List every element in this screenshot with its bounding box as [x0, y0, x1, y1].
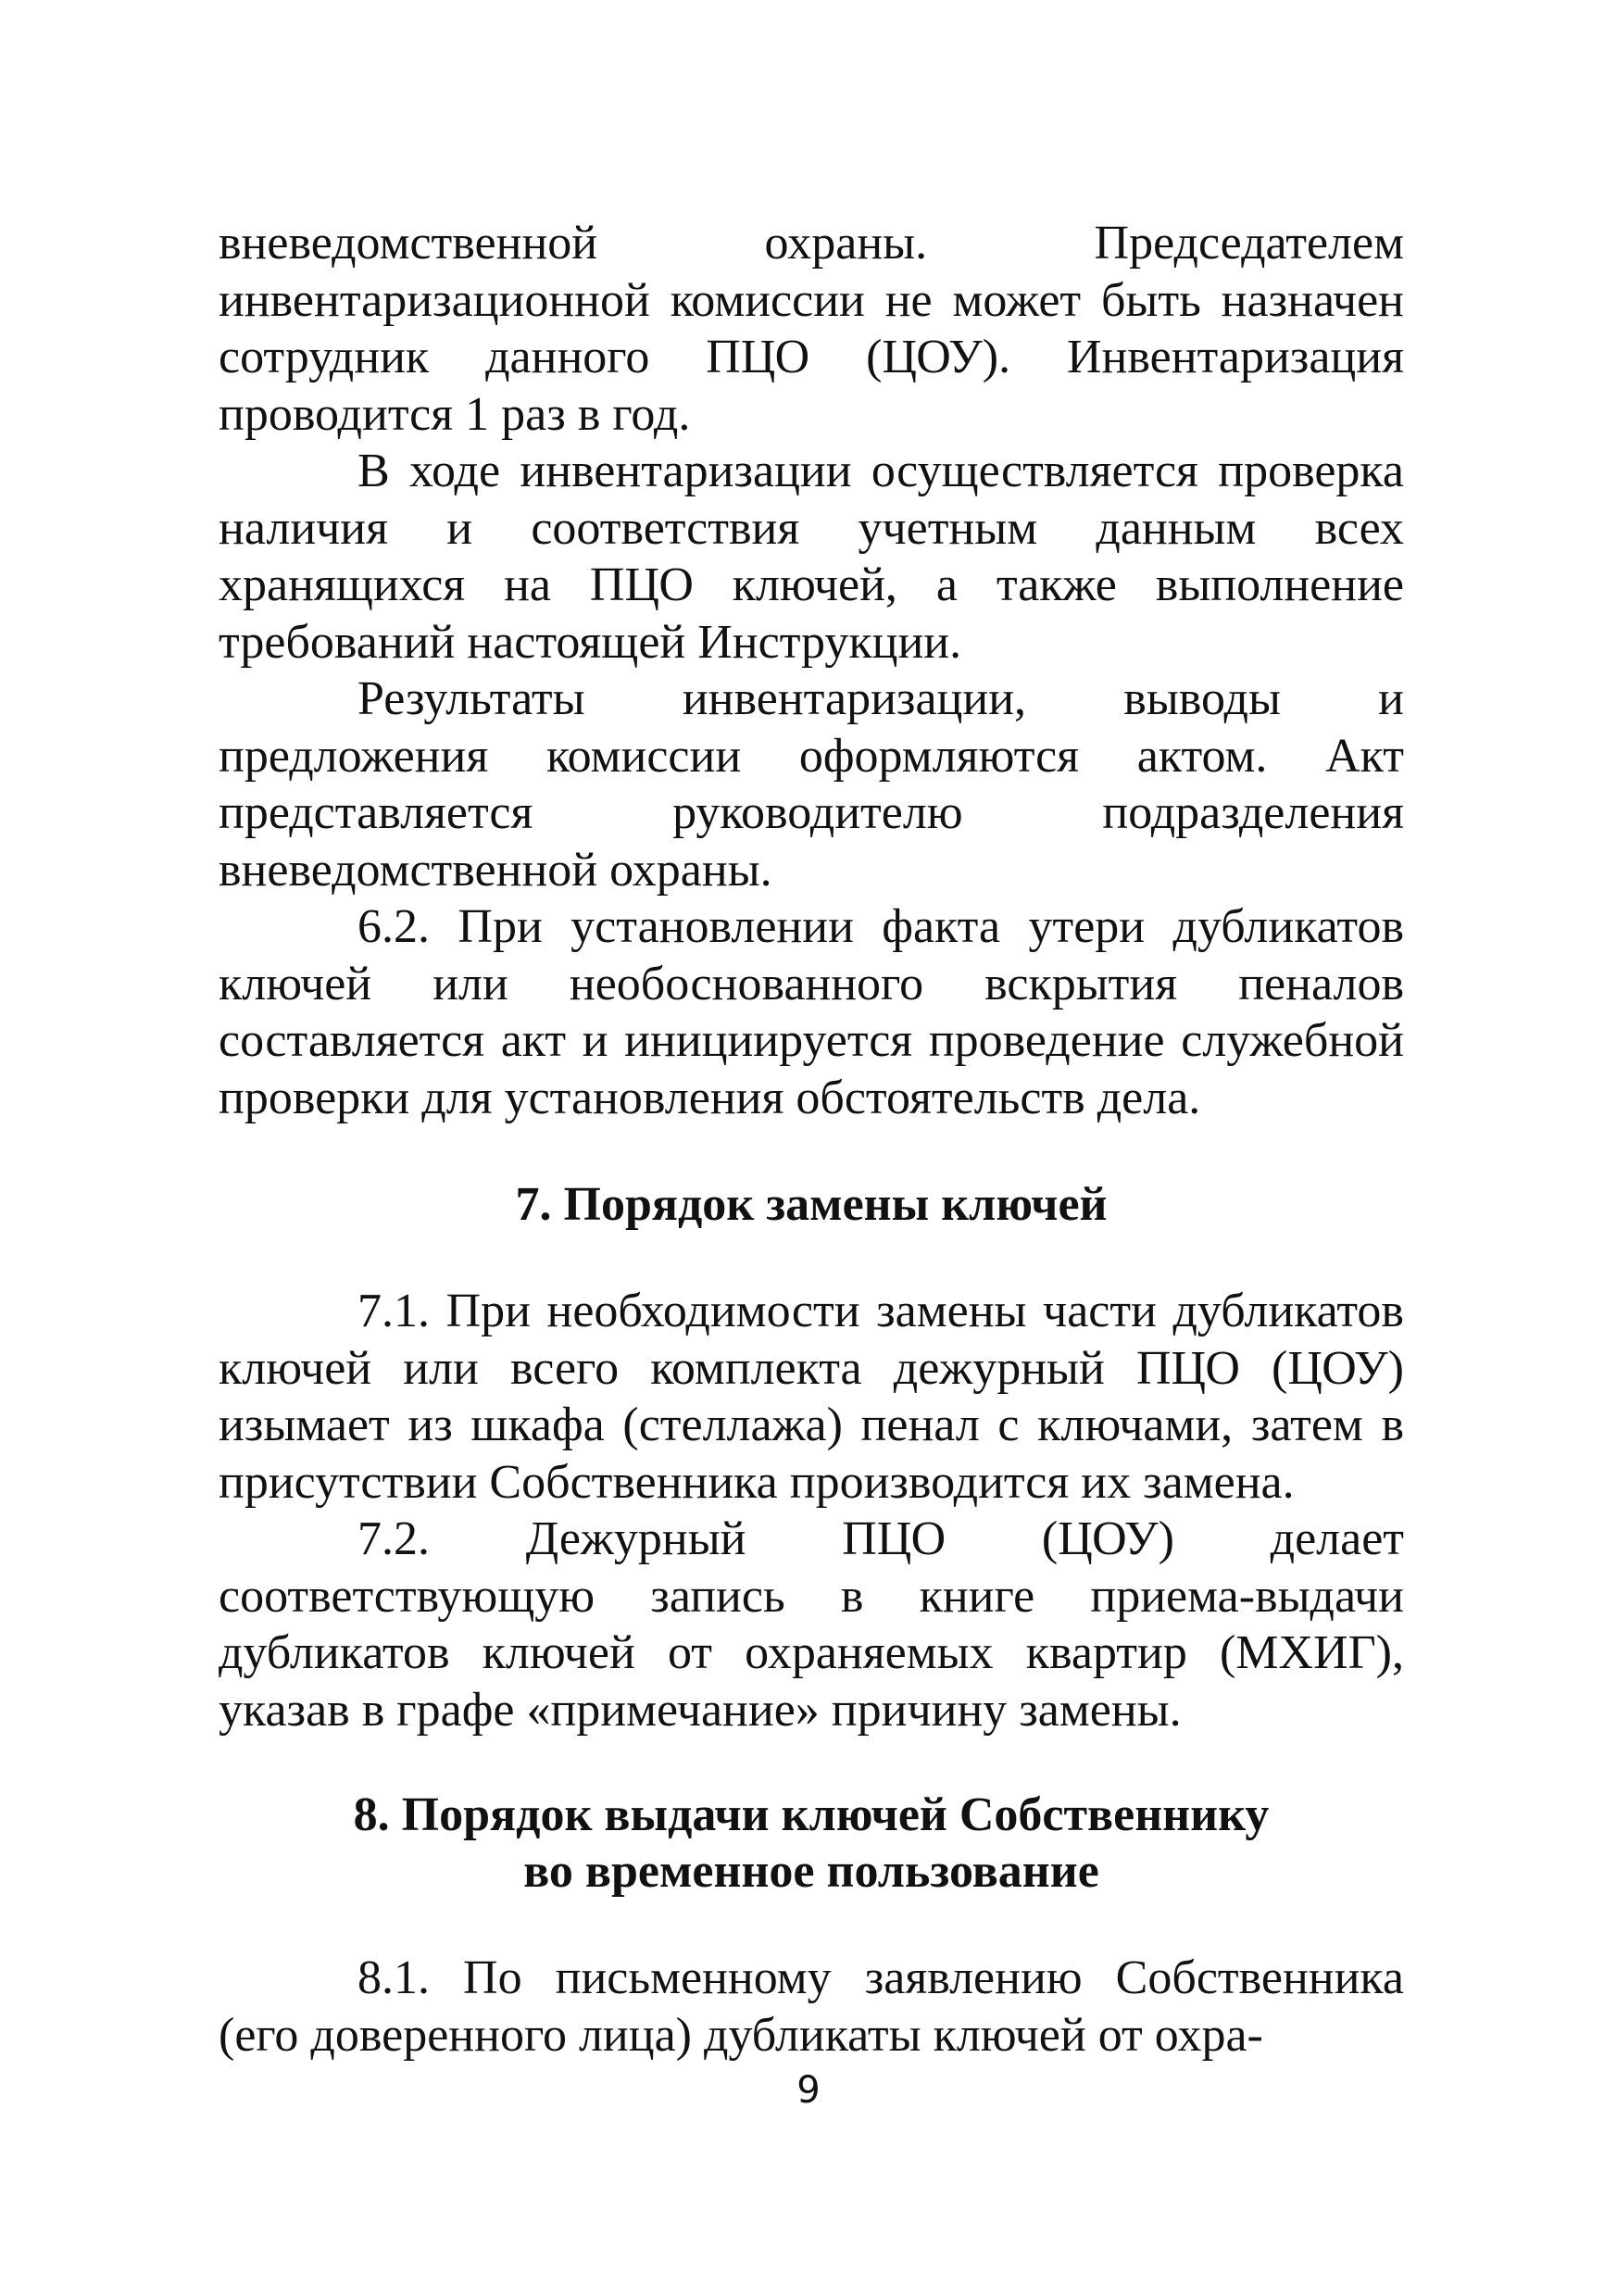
- paragraph-6-2: 6.2. При установлении факта утери дубликатов ключей или необоснованного вскрытия пеналов составляется акт и инициируется проведение служебной проверки для установления обстоятельств дела.: [219, 900, 1404, 1124]
- page-body: [219, 215, 1404, 2064]
- section-8-heading-line-1: 8. Порядок выдачи ключей Собственнику: [353, 1788, 1270, 1841]
- paragraph-8-1: 8.1. По письменному заявлению Собственника (его доверенного лица) дубликаты ключей от охра-: [219, 1951, 1404, 2062]
- paragraph-7-1: 7.1. При необходимости замены части дубликатов ключей или всего комплекта дежурный ПЦО (ЦОУ) изымает из шкафа (стеллажа) пенал с ключами, затем в присутствии Собственника производится их замена.: [219, 1285, 1404, 1509]
- paragraph-7-2: 7.2. Дежурный ПЦО (ЦОУ) делает соответствующую запись в книге приема-выдачи дубликатов ключей от охраняемых квартир (МХИГ), указав в графе «примечание» причину замены.: [219, 1512, 1404, 1737]
- paragraph-inventory-results: Результаты инвентаризации, выводы и предложения комиссии оформляются актом. Акт представляется руководителю подразделения вневедомственной охраны.: [219, 672, 1404, 897]
- paragraph-inventory-commission: вневедомственной охраны. Председателем инвентаризационной комиссии не может быть назначен сотрудник данного ПЦО (ЦОУ). Инвентаризация проводится 1 раз в год.: [219, 217, 1404, 441]
- section-8-heading-line-2: во временное пользование: [523, 1845, 1099, 1898]
- section-7-heading: 7. Порядок замены ключей: [515, 1178, 1108, 1231]
- section-8-heading: [219, 1787, 1404, 1900]
- page-number: 9: [796, 2069, 821, 2112]
- paragraph-inventory-check: В ходе инвентаризации осуществляется проверка наличия и соответствия учетным данным всех хранящихся на ПЦО ключей, а также выполнение требований настоящей Инструкции.: [219, 445, 1404, 669]
